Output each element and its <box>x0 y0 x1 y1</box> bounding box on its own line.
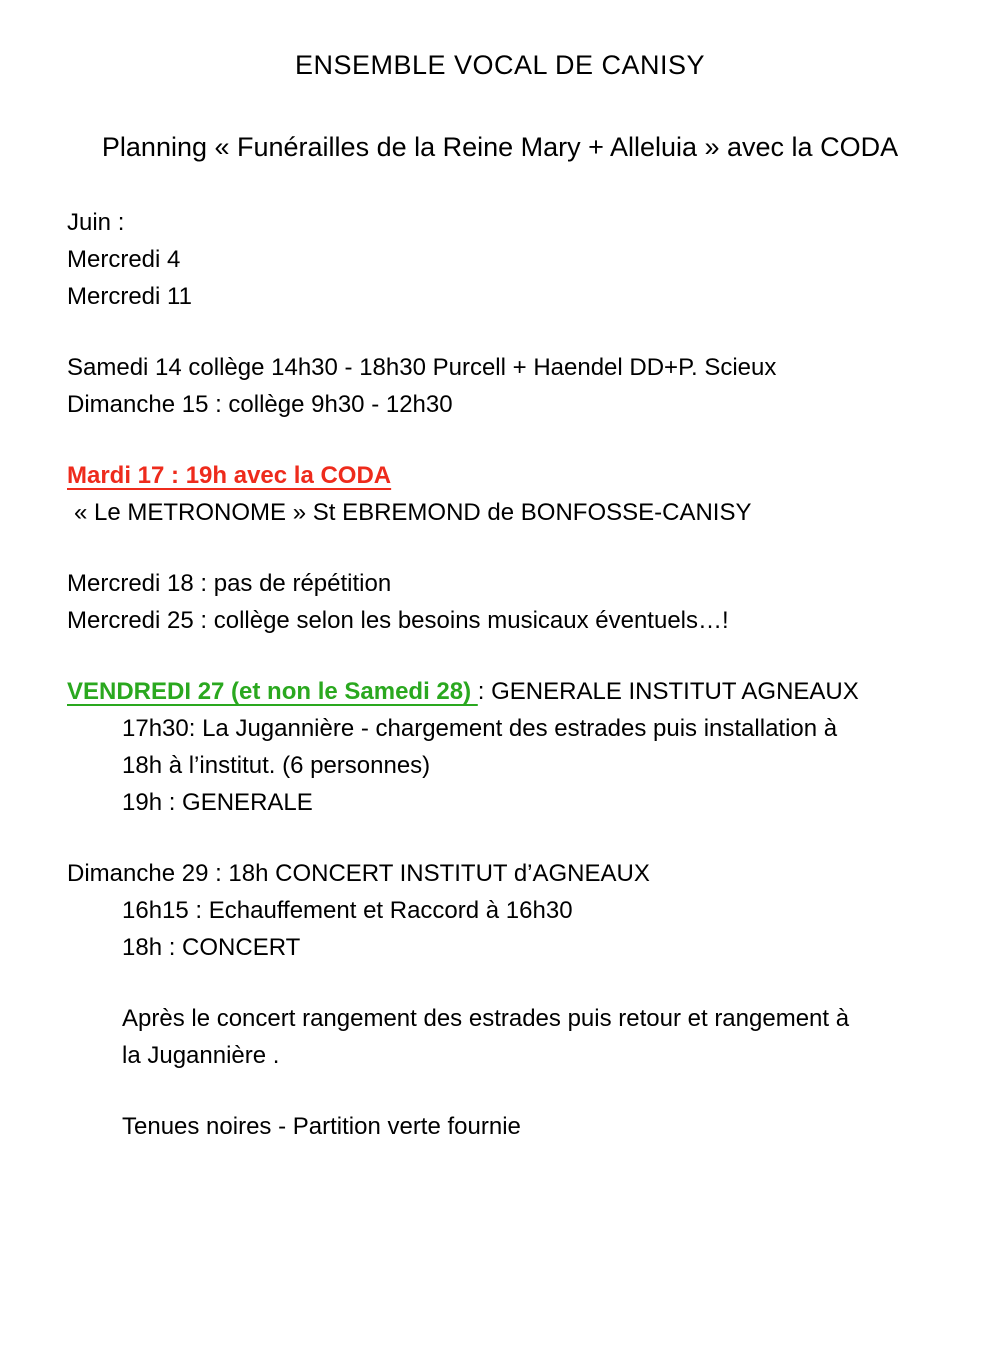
vendredi-27-highlight: VENDREDI 27 (et non le Samedi 28) <box>67 678 478 705</box>
schedule-line-mardi-17 <box>67 457 960 494</box>
document-title: ENSEMBLE VOCAL DE CANISY <box>294 50 706 80</box>
apres-concert-line-2: la Jugannière . <box>122 1042 280 1069</box>
vendredi-27-detail-3: 19h : GENERALE <box>122 789 313 816</box>
apres-concert-line-1: Après le concert rangement des estrades puis retour et rangement à <box>122 1005 850 1032</box>
spacer <box>67 423 960 457</box>
schedule-line-samedi-14: Samedi 14 collège 14h30 - 18h30 Purcell + Haendel DD+P. Scieux <box>67 354 777 381</box>
spacer <box>67 531 960 565</box>
spacer <box>67 966 960 1000</box>
dimanche-29-detail-1: 16h15 : Echauffement et Raccord à 16h30 <box>122 897 573 924</box>
month-label: Juin : <box>67 209 125 236</box>
vendredi-27-detail-2: 18h à l’institut. (6 personnes) <box>122 752 431 779</box>
schedule-line-mercredi-11: Mercredi 11 <box>67 283 192 310</box>
tenues-line: Tenues noires - Partition verte fournie <box>122 1113 521 1140</box>
schedule-line-mercredi-25: Mercredi 25 : collège selon les besoins musicaux éventuels…! <box>67 607 729 634</box>
mardi-17-highlight: Mardi 17 : 19h avec la CODA <box>67 462 392 489</box>
vendredi-27-detail-1: 17h30: La Jugannière - chargement des estrades puis installation à <box>122 715 838 742</box>
schedule-line-mercredi-18: Mercredi 18 : pas de répétition <box>67 570 392 597</box>
spacer <box>67 639 960 673</box>
schedule-line-dimanche-29: Dimanche 29 : 18h CONCERT INSTITUT d’AGNEAUX <box>67 860 650 887</box>
spacer <box>67 1074 960 1108</box>
schedule-line-metronome: « Le METRONOME » St EBREMOND de BONFOSSE-CANISY <box>74 499 752 526</box>
vendredi-27-rest: : GENERALE INSTITUT AGNEAUX <box>477 678 859 705</box>
spacer <box>67 821 960 855</box>
schedule-line-vendredi-27 <box>67 673 960 710</box>
schedule-line-mercredi-4: Mercredi 4 <box>67 246 181 273</box>
spacer <box>67 315 960 349</box>
schedule-body <box>0 204 1000 1145</box>
dimanche-29-detail-2: 18h : CONCERT <box>122 934 301 961</box>
document-subtitle: Planning « Funérailles de la Reine Mary + Alleluia » avec la CODA <box>101 132 899 162</box>
schedule-line-dimanche-15: Dimanche 15 : collège 9h30 - 12h30 <box>67 391 453 418</box>
